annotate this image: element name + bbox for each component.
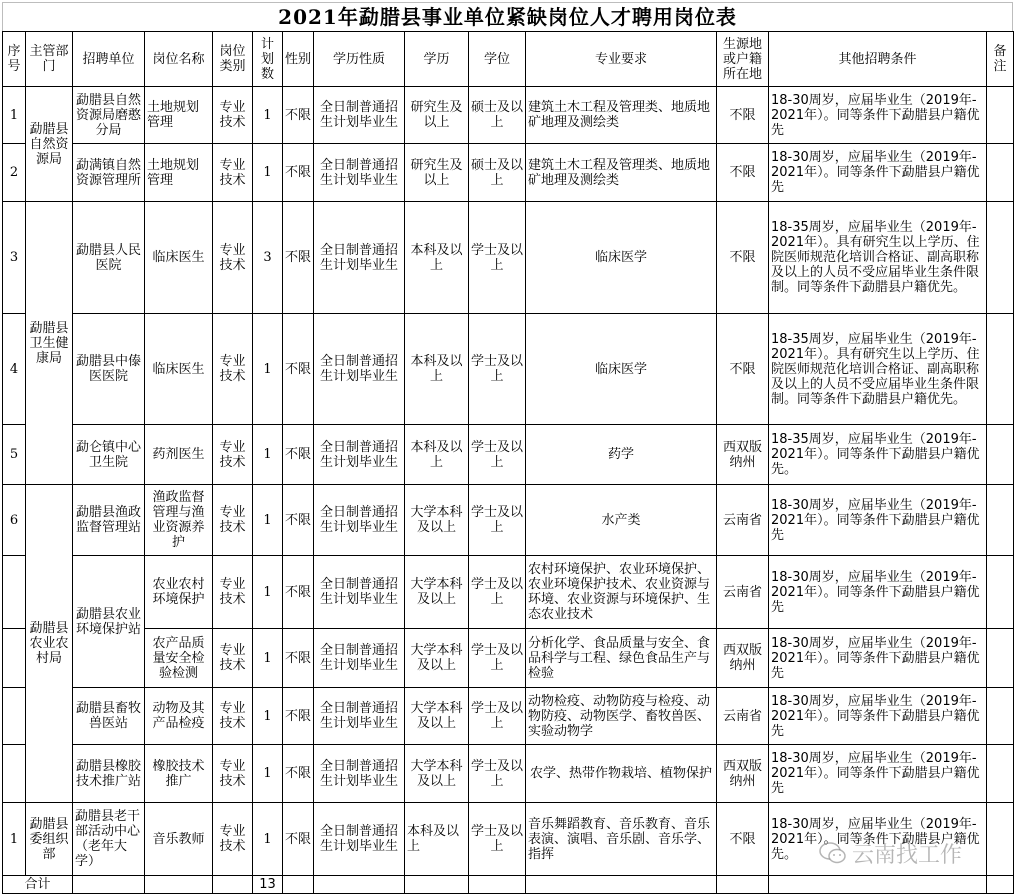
cell-origin: 不限 bbox=[717, 144, 769, 202]
table-row bbox=[3, 314, 1014, 425]
cell-count: 1 bbox=[253, 803, 283, 876]
header-seq: 序号 bbox=[3, 32, 26, 87]
cell-seq bbox=[3, 745, 26, 803]
cell-origin: 云南省 bbox=[717, 688, 769, 745]
table-row bbox=[3, 144, 1014, 202]
header-gender: 性别 bbox=[283, 32, 314, 87]
table-row bbox=[3, 485, 1014, 556]
total-count: 13 bbox=[253, 876, 283, 894]
cell-count: 1 bbox=[253, 629, 283, 688]
total-label: 合计 bbox=[3, 876, 73, 894]
cell-post: 渔政监督管理与渔业资源养护 bbox=[145, 485, 213, 556]
cell-degree: 学士及以上 bbox=[469, 202, 526, 314]
cell-gender: 不限 bbox=[283, 556, 314, 629]
cell-major: 农村环境保护、农业环境保护、农业环境保护技术、农业资源与环境、农业资源与环境保护、生态农业技术 bbox=[526, 556, 717, 629]
table-row bbox=[3, 688, 1014, 745]
cell-category: 专业技术 bbox=[213, 314, 253, 425]
cell-degree: 学士及以上 bbox=[469, 745, 526, 803]
cell-remark bbox=[987, 314, 1014, 425]
cell-other: 18-30周岁，应届毕业生（2019年-2021年）。同等条件下勐腊县户籍优先 bbox=[769, 556, 987, 629]
cell-edu-type: 全日制普通招生计划毕业生 bbox=[314, 745, 405, 803]
cell-education: 本科及以上 bbox=[405, 425, 469, 485]
cell-remark bbox=[987, 556, 1014, 629]
cell-seq bbox=[3, 629, 26, 688]
cell-post: 临床医生 bbox=[145, 314, 213, 425]
cell-seq: 4 bbox=[3, 314, 26, 425]
table-row bbox=[3, 745, 1014, 803]
header-row bbox=[3, 32, 1014, 87]
cell-education: 研究生及以上 bbox=[405, 87, 469, 144]
table-row bbox=[3, 556, 1014, 629]
cell-major: 音乐舞蹈教育、音乐教育、音乐表演、演唱、音乐剧、音乐学、指挥 bbox=[526, 803, 717, 876]
cell-major: 建筑土木工程及管理类、地质地矿地理及测绘类 bbox=[526, 144, 717, 202]
cell-count: 3 bbox=[253, 202, 283, 314]
positions-table bbox=[2, 31, 1014, 894]
table-row bbox=[3, 629, 1014, 688]
cell-origin: 西双版纳州 bbox=[717, 629, 769, 688]
cell-edu-type: 全日制普通招生计划毕业生 bbox=[314, 314, 405, 425]
cell-degree: 学士及以上 bbox=[469, 803, 526, 876]
cell-post: 土地规划管理 bbox=[145, 144, 213, 202]
cell-category: 专业技术 bbox=[213, 556, 253, 629]
header-post: 岗位名称 bbox=[145, 32, 213, 87]
cell-major: 动物检疫、动物防疫与检疫、动物防疫、动物医学、畜牧兽医、实验动物学 bbox=[526, 688, 717, 745]
cell-origin: 不限 bbox=[717, 314, 769, 425]
cell-dept: 勐腊县农业农村局 bbox=[26, 485, 73, 803]
cell-category: 专业技术 bbox=[213, 87, 253, 144]
cell-education: 大学本科及以上 bbox=[405, 688, 469, 745]
cell-remark bbox=[987, 202, 1014, 314]
header-count: 计划数 bbox=[253, 32, 283, 87]
cell-edu-type: 全日制普通招生计划毕业生 bbox=[314, 688, 405, 745]
cell-education: 本科及以上 bbox=[405, 803, 469, 876]
cell-origin: 云南省 bbox=[717, 485, 769, 556]
cell-degree: 硕士及以上 bbox=[469, 144, 526, 202]
cell-remark bbox=[987, 144, 1014, 202]
header-degree: 学位 bbox=[469, 32, 526, 87]
cell-unit: 勐腊县中傣医医院 bbox=[73, 314, 145, 425]
cell-post: 临床医生 bbox=[145, 202, 213, 314]
header-unit: 招聘单位 bbox=[73, 32, 145, 87]
header-remark: 备注 bbox=[987, 32, 1014, 87]
cell-dept: 勐腊县自然资源局 bbox=[26, 87, 73, 202]
cell-origin: 西双版纳州 bbox=[717, 745, 769, 803]
cell-unit: 勐腊县人民医院 bbox=[73, 202, 145, 314]
cell-dept: 勐腊县卫生健康局 bbox=[26, 202, 73, 485]
table-title: 2021年勐腊县事业单位紧缺岗位人才聘用岗位表 bbox=[2, 2, 1013, 31]
cell-count: 1 bbox=[253, 745, 283, 803]
cell-major: 临床医学 bbox=[526, 314, 717, 425]
cell-remark bbox=[987, 688, 1014, 745]
cell-empty bbox=[145, 876, 213, 894]
cell-category: 专业技术 bbox=[213, 803, 253, 876]
cell-post: 土地规划管理 bbox=[145, 87, 213, 144]
cell-edu-type: 全日制普通招生计划毕业生 bbox=[314, 425, 405, 485]
cell-count: 1 bbox=[253, 87, 283, 144]
cell-degree: 学士及以上 bbox=[469, 629, 526, 688]
cell-origin: 不限 bbox=[717, 202, 769, 314]
cell-other: 18-30周岁，应届毕业生（2019年-2021年）。同等条件下勐腊县户籍优先 bbox=[769, 745, 987, 803]
cell-post: 音乐教师 bbox=[145, 803, 213, 876]
cell-gender: 不限 bbox=[283, 87, 314, 144]
cell-major: 农学、热带作物栽培、植物保护 bbox=[526, 745, 717, 803]
cell-empty bbox=[526, 876, 717, 894]
header-origin: 生源地或户籍所在地 bbox=[717, 32, 769, 87]
cell-remark bbox=[987, 803, 1014, 876]
cell-count: 1 bbox=[253, 314, 283, 425]
cell-other: 18-35周岁，应届毕业生（2019年-2021年）。具有研究生以上学历、住院医师规范化培训合格证、副高职称及以上的人员不受应届毕业生条件限制。同等条件下勐腊县户籍优先。 bbox=[769, 202, 987, 314]
table-row bbox=[3, 202, 1014, 314]
cell-origin: 不限 bbox=[717, 803, 769, 876]
cell-other: 18-30周岁，应届毕业生（2019年-2021年）。同等条件下勐腊县户籍优先 bbox=[769, 144, 987, 202]
cell-edu-type: 全日制普通招生计划毕业生 bbox=[314, 803, 405, 876]
cell-empty bbox=[987, 876, 1014, 894]
cell-category: 专业技术 bbox=[213, 688, 253, 745]
cell-count: 1 bbox=[253, 556, 283, 629]
cell-edu-type: 全日制普通招生计划毕业生 bbox=[314, 629, 405, 688]
cell-remark bbox=[987, 425, 1014, 485]
cell-other: 18-30周岁，应届毕业生（2019年-2021年）。同等条件下勐腊县户籍优先 bbox=[769, 688, 987, 745]
cell-unit: 勐腊县畜牧兽医站 bbox=[73, 688, 145, 745]
cell-unit: 勐腊县农业环境保护站 bbox=[73, 556, 145, 688]
cell-category: 专业技术 bbox=[213, 485, 253, 556]
cell-empty bbox=[213, 876, 253, 894]
cell-degree: 学士及以上 bbox=[469, 425, 526, 485]
cell-unit: 勐满镇自然资源管理所 bbox=[73, 144, 145, 202]
header-category: 岗位类别 bbox=[213, 32, 253, 87]
cell-other: 18-35周岁，应届毕业生（2019年-2021年）。具有研究生以上学历、住院医师规范化培训合格证、副高职称及以上的人员不受应届毕业生条件限制。同等条件下勐腊县户籍优先。 bbox=[769, 314, 987, 425]
cell-unit: 勐腊县老干部活动中心（老年大学） bbox=[73, 803, 145, 876]
cell-gender: 不限 bbox=[283, 485, 314, 556]
cell-remark bbox=[987, 629, 1014, 688]
cell-major: 建筑土木工程及管理类、地质地矿地理及测绘类 bbox=[526, 87, 717, 144]
cell-count: 1 bbox=[253, 688, 283, 745]
cell-gender: 不限 bbox=[283, 144, 314, 202]
cell-seq: 2 bbox=[3, 144, 26, 202]
cell-education: 大学本科及以上 bbox=[405, 745, 469, 803]
cell-unit: 勐腊县渔政监督管理站 bbox=[73, 485, 145, 556]
cell-education: 大学本科及以上 bbox=[405, 485, 469, 556]
cell-education: 大学本科及以上 bbox=[405, 629, 469, 688]
cell-gender: 不限 bbox=[283, 803, 314, 876]
cell-category: 专业技术 bbox=[213, 745, 253, 803]
header-edu-type: 学历性质 bbox=[314, 32, 405, 87]
cell-post: 农业农村环境保护 bbox=[145, 556, 213, 629]
cell-edu-type: 全日制普通招生计划毕业生 bbox=[314, 556, 405, 629]
cell-empty bbox=[717, 876, 769, 894]
cell-gender: 不限 bbox=[283, 745, 314, 803]
cell-seq: 3 bbox=[3, 202, 26, 314]
cell-other: 18-30周岁，应届毕业生（2019年-2021年）。同等条件下勐腊县户籍优先 bbox=[769, 485, 987, 556]
cell-edu-type: 全日制普通招生计划毕业生 bbox=[314, 87, 405, 144]
cell-empty bbox=[73, 876, 145, 894]
header-dept: 主管部门 bbox=[26, 32, 73, 87]
cell-other: 18-30周岁，应届毕业生（2019年-2021年）。同等条件下勐腊县户籍优先 bbox=[769, 629, 987, 688]
cell-gender: 不限 bbox=[283, 688, 314, 745]
cell-degree: 硕士及以上 bbox=[469, 87, 526, 144]
cell-unit: 勐仑镇中心卫生院 bbox=[73, 425, 145, 485]
cell-education: 研究生及以上 bbox=[405, 144, 469, 202]
cell-category: 专业技术 bbox=[213, 144, 253, 202]
cell-count: 1 bbox=[253, 144, 283, 202]
cell-edu-type: 全日制普通招生计划毕业生 bbox=[314, 144, 405, 202]
cell-education: 本科及以上 bbox=[405, 314, 469, 425]
cell-empty bbox=[405, 876, 469, 894]
cell-count: 1 bbox=[253, 485, 283, 556]
cell-other: 18-35周岁，应届毕业生（2019年-2021年）。同等条件下勐腊县户籍优先。 bbox=[769, 425, 987, 485]
cell-unit: 勐腊县自然资源局磨憨分局 bbox=[73, 87, 145, 144]
cell-major: 临床医学 bbox=[526, 202, 717, 314]
cell-empty bbox=[769, 876, 987, 894]
cell-seq: 5 bbox=[3, 425, 26, 485]
cell-empty bbox=[314, 876, 405, 894]
cell-other: 18-30周岁，应届毕业生（2019年-2021年）。同等条件下勐腊县户籍优先。 bbox=[769, 803, 987, 876]
total-row bbox=[3, 876, 1014, 894]
cell-remark bbox=[987, 745, 1014, 803]
cell-seq: 6 bbox=[3, 485, 26, 556]
cell-other: 18-30周岁，应届毕业生（2019年-2021年）。同等条件下勐腊县户籍优先 bbox=[769, 87, 987, 144]
cell-post: 药剂医生 bbox=[145, 425, 213, 485]
watermark-text: 云南找工作 bbox=[852, 842, 963, 868]
cell-origin: 不限 bbox=[717, 87, 769, 144]
cell-count: 1 bbox=[253, 425, 283, 485]
cell-origin: 西双版纳州 bbox=[717, 425, 769, 485]
cell-empty bbox=[283, 876, 314, 894]
cell-major: 药学 bbox=[526, 425, 717, 485]
cell-dept: 勐腊县委组织部 bbox=[26, 803, 73, 876]
cell-seq: 1 bbox=[3, 87, 26, 144]
table-row bbox=[3, 87, 1014, 144]
cell-post: 动物及其产品检疫 bbox=[145, 688, 213, 745]
cell-degree: 学士及以上 bbox=[469, 485, 526, 556]
cell-seq: 1 bbox=[3, 803, 26, 876]
header-major: 专业要求 bbox=[526, 32, 717, 87]
cell-gender: 不限 bbox=[283, 629, 314, 688]
table-row bbox=[3, 803, 1014, 876]
cell-unit: 勐腊县橡胶技术推广站 bbox=[73, 745, 145, 803]
cell-gender: 不限 bbox=[283, 425, 314, 485]
cell-education: 大学本科及以上 bbox=[405, 556, 469, 629]
table-row bbox=[3, 425, 1014, 485]
cell-category: 专业技术 bbox=[213, 425, 253, 485]
cell-education: 本科及以上 bbox=[405, 202, 469, 314]
cell-major: 水产类 bbox=[526, 485, 717, 556]
cell-post: 橡胶技术推广 bbox=[145, 745, 213, 803]
cell-empty bbox=[469, 876, 526, 894]
header-other: 其他招聘条件 bbox=[769, 32, 987, 87]
header-education: 学历 bbox=[405, 32, 469, 87]
cell-seq bbox=[3, 556, 26, 629]
cell-degree: 学士及以上 bbox=[469, 688, 526, 745]
cell-category: 专业技术 bbox=[213, 629, 253, 688]
cell-post: 农产品质量安全检验检测 bbox=[145, 629, 213, 688]
cell-degree: 学士及以上 bbox=[469, 556, 526, 629]
cell-degree: 学士及以上 bbox=[469, 314, 526, 425]
cell-remark bbox=[987, 485, 1014, 556]
cell-gender: 不限 bbox=[283, 202, 314, 314]
cell-origin: 云南省 bbox=[717, 556, 769, 629]
cell-category: 专业技术 bbox=[213, 202, 253, 314]
cell-major: 分析化学、食品质量与安全、食品科学与工程、绿色食品生产与检验 bbox=[526, 629, 717, 688]
cell-remark bbox=[987, 87, 1014, 144]
cell-edu-type: 全日制普通招生计划毕业生 bbox=[314, 202, 405, 314]
cell-gender: 不限 bbox=[283, 314, 314, 425]
cell-seq bbox=[3, 688, 26, 745]
cell-edu-type: 全日制普通招生计划毕业生 bbox=[314, 485, 405, 556]
